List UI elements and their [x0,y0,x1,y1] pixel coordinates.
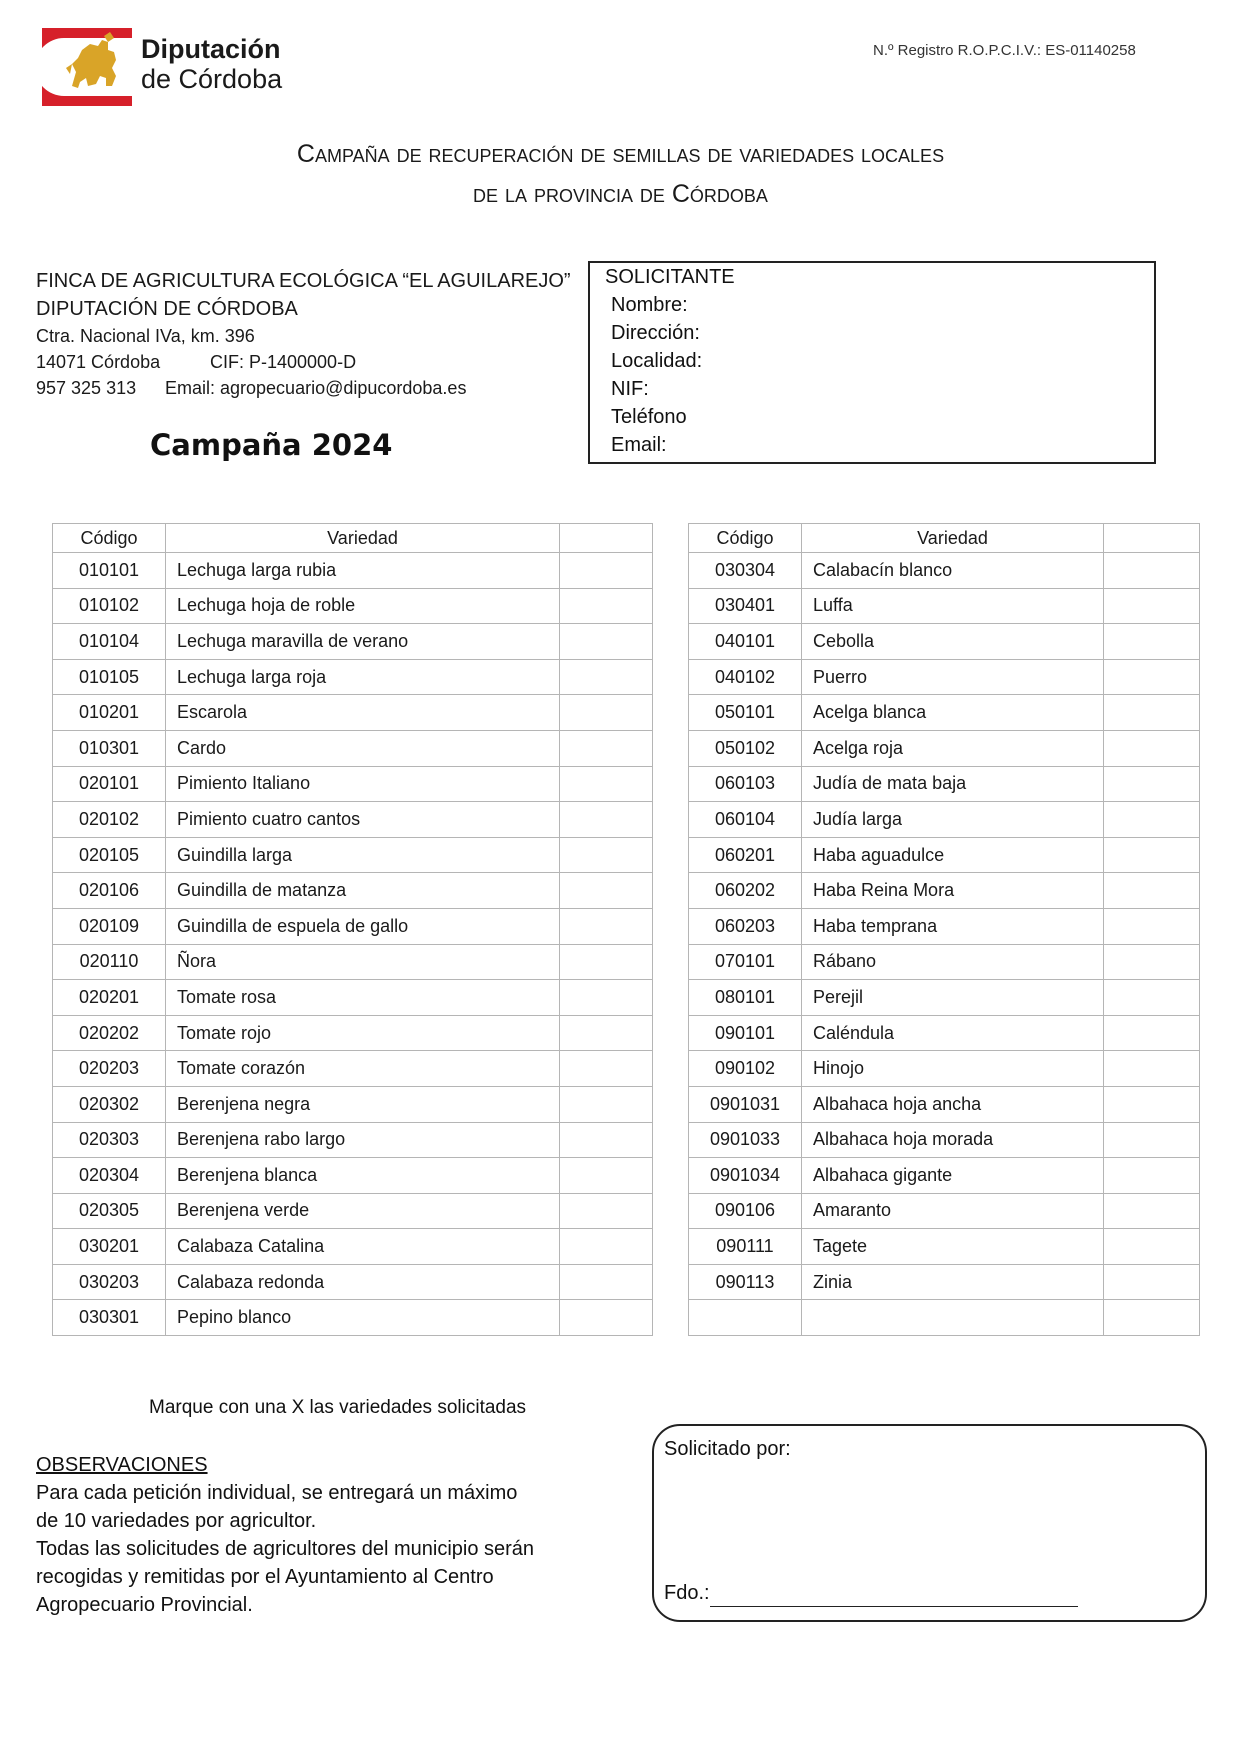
table-row [689,802,1200,838]
variety-code: 030401 [689,588,802,624]
variety-code: 060103 [689,766,802,802]
document-title-line-1: Campaña de recuperación de semillas de variedades locales [296,140,945,168]
table-row [689,908,1200,944]
variety-name: Calabacín blanco [802,553,1104,589]
variety-name: Albahaca hoja morada [802,1122,1104,1158]
mark-checkbox-cell[interactable] [560,730,653,766]
variety-name: Judía de mata baja [802,766,1104,802]
variety-code: 020303 [53,1122,166,1158]
finca-address: Ctra. Nacional IVa, km. 396 [36,326,255,346]
mark-checkbox-cell[interactable] [1104,1229,1200,1265]
solicitado-por-label: Solicitado por: [664,1438,791,1460]
variety-name: Tagete [802,1229,1104,1265]
variety-name: Albahaca hoja ancha [802,1086,1104,1122]
finca-cif: CIF: P-1400000-D [210,352,357,372]
mark-checkbox-cell[interactable] [1104,695,1200,731]
field-telefono[interactable]: Teléfono [611,406,687,428]
table-row [689,1158,1200,1194]
table-row [689,1015,1200,1051]
mark-checkbox-cell[interactable] [1104,1015,1200,1051]
field-direccion[interactable]: Dirección: [611,322,700,344]
field-localidad[interactable]: Localidad: [611,350,703,372]
mark-checkbox-cell[interactable] [1104,766,1200,802]
solicitante-box [588,261,1156,464]
table-row [53,624,653,660]
variety-name: Escarola [166,695,560,731]
variety-name: Amaranto [802,1193,1104,1229]
observaciones-line: recogidas y remitidas por el Ayuntamiento al Centro [36,1566,494,1588]
table-row [53,1015,653,1051]
table-row [53,802,653,838]
variety-name: Perejil [802,980,1104,1016]
table-row [689,944,1200,980]
finca-phone: 957 325 313 [36,378,137,398]
mark-checkbox-cell[interactable] [560,1122,653,1158]
variety-name: Acelga blanca [802,695,1104,731]
table-row [689,553,1200,589]
variety-code: 030201 [53,1229,166,1265]
instructions-text: Marque con una X las variedades solicitadas [149,1397,527,1418]
table-row [53,1229,653,1265]
table-row [53,553,653,589]
variety-code: 010201 [53,695,166,731]
mark-checkbox-cell[interactable] [1104,908,1200,944]
variety-code: 060104 [689,802,802,838]
table-row [689,1122,1200,1158]
table-row [53,659,653,695]
variety-name: Ñora [166,944,560,980]
variety-code: 030203 [53,1264,166,1300]
variety-name: Pimiento cuatro cantos [166,802,560,838]
mark-checkbox-cell[interactable] [560,1015,653,1051]
mark-checkbox-cell[interactable] [560,624,653,660]
logo-line-2: de Córdoba [141,64,283,94]
table-header-row [689,524,1200,553]
variety-code: 050102 [689,730,802,766]
variety-code: 020203 [53,1051,166,1087]
mark-checkbox-cell[interactable] [1104,1086,1200,1122]
variety-name: Tomate rojo [166,1015,560,1051]
variety-name [802,1300,1104,1336]
table-row [689,730,1200,766]
variety-code: 090113 [689,1264,802,1300]
table-row [689,1193,1200,1229]
finca-email: Email: agropecuario@dipucordoba.es [165,378,467,398]
mark-checkbox-cell[interactable] [1104,659,1200,695]
table-row [689,980,1200,1016]
document-title-line-2: de la provincia de Córdoba [473,180,768,208]
header-variety: Variedad [802,524,1104,553]
variety-name: Guindilla larga [166,837,560,873]
variety-name: Haba aguadulce [802,837,1104,873]
signature-box[interactable] [652,1424,1207,1622]
finca-name: FINCA DE AGRICULTURA ECOLÓGICA “EL AGUILAREJO” [36,270,571,292]
variety-name: Pimiento Italiano [166,766,560,802]
mark-checkbox-cell[interactable] [1104,624,1200,660]
table-row [53,730,653,766]
observaciones-line: Agropecuario Provincial. [36,1594,253,1616]
header-code: Código [53,524,166,553]
variety-code: 020202 [53,1015,166,1051]
varieties-table-right [688,523,1200,1336]
variety-code: 060203 [689,908,802,944]
variety-code: 020305 [53,1193,166,1229]
solicitante-title: SOLICITANTE [605,266,735,288]
variety-name: Caléndula [802,1015,1104,1051]
table-row [53,873,653,909]
field-email[interactable]: Email: [611,434,667,456]
variety-code: 090111 [689,1229,802,1265]
variety-name: Zinia [802,1264,1104,1300]
variety-name: Berenjena blanca [166,1158,560,1194]
mark-checkbox-cell[interactable] [560,1300,653,1336]
variety-code: 010104 [53,624,166,660]
variety-name: Berenjena rabo largo [166,1122,560,1158]
variety-name: Tomate rosa [166,980,560,1016]
observaciones-line: de 10 variedades por agricultor. [36,1510,317,1532]
mark-checkbox-cell[interactable] [560,980,653,1016]
variety-code: 020102 [53,802,166,838]
mark-checkbox-cell[interactable] [560,944,653,980]
variety-name: Pepino blanco [166,1300,560,1336]
header-code: Código [689,524,802,553]
variety-code: 020110 [53,944,166,980]
mark-checkbox-cell[interactable] [560,659,653,695]
mark-checkbox-cell[interactable] [560,1158,653,1194]
variety-name: Berenjena verde [166,1193,560,1229]
variety-code: 0901031 [689,1086,802,1122]
registro-number: N.º Registro R.O.P.C.I.V.: ES-01140258 [873,42,1136,59]
campaign-year: Campaña 2024 [150,428,393,462]
table-row [689,837,1200,873]
variety-code: 020304 [53,1158,166,1194]
variety-name: Guindilla de matanza [166,873,560,909]
variety-name: Cardo [166,730,560,766]
table-row [53,1193,653,1229]
variety-name: Lechuga larga roja [166,659,560,695]
table-row [53,1158,653,1194]
mark-checkbox-cell[interactable] [1104,1158,1200,1194]
mark-checkbox-cell[interactable] [560,1264,653,1300]
variety-code: 010102 [53,588,166,624]
variety-name: Rábano [802,944,1104,980]
variety-name: Calabaza Catalina [166,1229,560,1265]
mark-checkbox-cell[interactable] [560,908,653,944]
variety-name: Haba Reina Mora [802,873,1104,909]
variety-name: Berenjena negra [166,1086,560,1122]
mark-checkbox-cell[interactable] [560,588,653,624]
signature-line[interactable] [710,1606,1078,1607]
table-row [689,659,1200,695]
mark-checkbox-cell[interactable] [560,553,653,589]
mark-checkbox-cell[interactable] [1104,980,1200,1016]
table-row [53,944,653,980]
variety-code: 080101 [689,980,802,1016]
variety-name: Acelga roja [802,730,1104,766]
variety-code [689,1300,802,1336]
variety-name: Lechuga larga rubia [166,553,560,589]
mark-checkbox-cell[interactable] [560,695,653,731]
variety-code: 010101 [53,553,166,589]
mark-checkbox-cell[interactable] [560,837,653,873]
variety-code: 020302 [53,1086,166,1122]
variety-code: 020201 [53,980,166,1016]
variety-code: 040102 [689,659,802,695]
variety-code: 090101 [689,1015,802,1051]
table-row [53,588,653,624]
mark-checkbox-cell[interactable] [1104,1264,1200,1300]
observaciones-line: Para cada petición individual, se entregará un máximo [36,1482,518,1504]
variety-code: 020105 [53,837,166,873]
varieties-table-left [52,523,653,1336]
variety-code: 010301 [53,730,166,766]
logo-emblem-icon [42,28,132,106]
variety-code: 020101 [53,766,166,802]
table-row [53,980,653,1016]
variety-name: Puerro [802,659,1104,695]
mark-checkbox-cell[interactable] [560,802,653,838]
header-mark [560,524,653,553]
variety-code: 010105 [53,659,166,695]
variety-code: 020106 [53,873,166,909]
variety-name: Cebolla [802,624,1104,660]
variety-code: 070101 [689,944,802,980]
table-row [689,1051,1200,1087]
mark-checkbox-cell[interactable] [560,1229,653,1265]
mark-checkbox-cell[interactable] [1104,802,1200,838]
table-row [689,624,1200,660]
table-row [53,908,653,944]
variety-code: 020109 [53,908,166,944]
observaciones-line: Todas las solicitudes de agricultores del municipio serán [36,1538,535,1560]
table-row [53,766,653,802]
variety-code: 060202 [689,873,802,909]
fdo-label: Fdo.: [664,1582,710,1604]
mark-checkbox-cell[interactable] [1104,553,1200,589]
variety-name: Judía larga [802,802,1104,838]
field-nif[interactable]: NIF: [611,378,649,400]
variety-name: Lechuga hoja de roble [166,588,560,624]
mark-checkbox-cell[interactable] [1104,588,1200,624]
table-row [53,1300,653,1336]
table-row [689,1229,1200,1265]
mark-checkbox-cell[interactable] [1104,1051,1200,1087]
variety-code: 050101 [689,695,802,731]
variety-code: 0901033 [689,1122,802,1158]
variety-code: 0901034 [689,1158,802,1194]
table-row [53,695,653,731]
header-mark [1104,524,1200,553]
variety-name: Lechuga maravilla de verano [166,624,560,660]
variety-name: Haba temprana [802,908,1104,944]
variety-code: 040101 [689,624,802,660]
mark-checkbox-cell[interactable] [1104,1122,1200,1158]
variety-code: 030301 [53,1300,166,1336]
mark-checkbox-cell[interactable] [1104,837,1200,873]
variety-code: 090106 [689,1193,802,1229]
variety-name: Hinojo [802,1051,1104,1087]
table-row [53,1051,653,1087]
mark-checkbox-cell[interactable] [560,766,653,802]
mark-checkbox-cell[interactable] [1104,730,1200,766]
mark-checkbox-cell[interactable] [560,1051,653,1087]
table-row [689,1264,1200,1300]
logo-diputacion [42,28,302,106]
table-row [689,1300,1200,1336]
mark-checkbox-cell[interactable] [1104,1193,1200,1229]
variety-name: Guindilla de espuela de gallo [166,908,560,944]
mark-checkbox-cell[interactable] [560,1193,653,1229]
variety-name: Calabaza redonda [166,1264,560,1300]
mark-checkbox-cell[interactable] [560,1086,653,1122]
table-row [53,1264,653,1300]
field-nombre[interactable]: Nombre: [611,294,688,316]
finca-organization: DIPUTACIÓN DE CÓRDOBA [36,298,298,320]
table-row [53,1086,653,1122]
table-row [53,1122,653,1158]
table-row [689,1086,1200,1122]
header-variety: Variedad [166,524,560,553]
variety-name: Tomate corazón [166,1051,560,1087]
variety-code: 090102 [689,1051,802,1087]
variety-name: Albahaca gigante [802,1158,1104,1194]
logo-line-1: Diputación [141,34,281,64]
table-row [53,837,653,873]
finca-city: 14071 Córdoba [36,352,161,372]
observaciones-heading: OBSERVACIONES [36,1454,208,1476]
mark-checkbox-cell[interactable] [1104,873,1200,909]
table-header-row [53,524,653,553]
mark-checkbox-cell[interactable] [1104,944,1200,980]
mark-checkbox-cell[interactable] [560,873,653,909]
table-row [689,766,1200,802]
variety-code: 060201 [689,837,802,873]
table-row [689,588,1200,624]
mark-checkbox-cell[interactable] [1104,1300,1200,1336]
variety-name: Luffa [802,588,1104,624]
variety-code: 030304 [689,553,802,589]
table-row [689,695,1200,731]
table-row [689,873,1200,909]
